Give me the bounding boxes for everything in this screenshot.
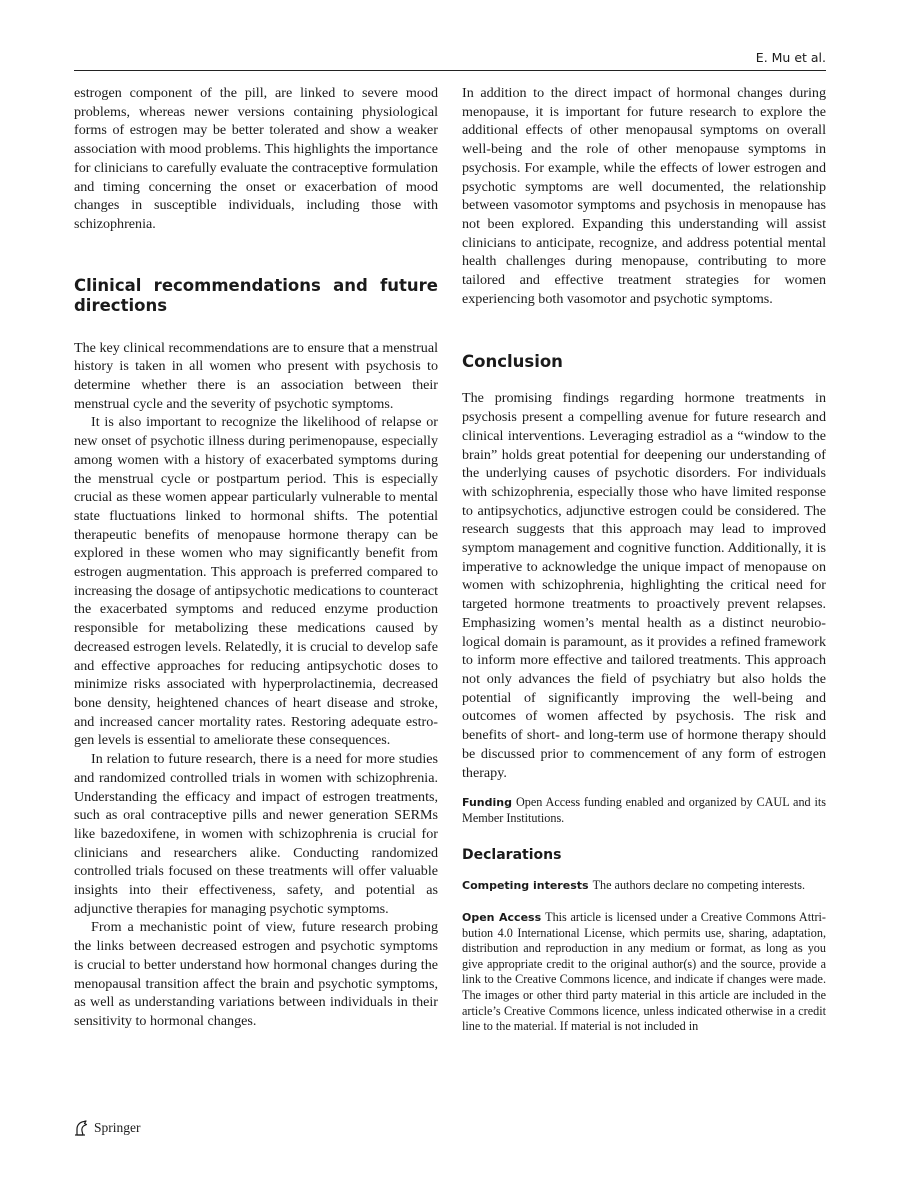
publisher-name: Springer <box>94 1120 141 1135</box>
clinical-paragraph-1: The key clinical recommendations are to ensure that a menstrual history is taken in all women who present with psychosis to determine whether there is an association between their menstrual cycle and the severity of psychotic symptoms. <box>74 339 438 412</box>
competing-interests-note <box>462 878 826 894</box>
left-column <box>74 84 438 1031</box>
right-column <box>462 84 826 1035</box>
running-header-author: E. Mu et al. <box>755 50 826 65</box>
funding-note <box>462 795 826 826</box>
open-access-label: Open Access <box>462 910 542 924</box>
open-access-text: This article is licensed under a Creative Commons Attribution 4.0 International License, which permits use, sharing, adaptation, distribution and reproduction in any medium or format, as long as you give appropriate credit to the original author(s) and the source, provide a link to the Creative Commons licence, and indicate if changes were made. The images or other third party material in this article are included in the article’s Creative Commons licence, unless indicated otherwise in a credit line to the material. If material is not included in <box>462 909 826 1034</box>
clinical-paragraph-4: From a mechanistic point of view, future research probing the links between decreased estrogen and psychotic symptoms is crucial to better understand how hormonal changes during the menopausal transition affect the brain and psychotic symptoms, as well as understanding variations between individuals in their sensitivity to hormonal changes. <box>74 919 438 1029</box>
conclusion-paragraph: The promising findings regarding hormone treatments in psychosis present a compelling avenue for future research and clinical interventions. Leveraging estradiol as a “window to the brain” holds great potential for deepening our understanding of the underlying causes of psychotic disorders. For individuals with schizophrenia, especially those who have limited response to antipsychotics, adjunctive estrogen could be considered. The research suggests that this approach may lead to improved symptom management and cognitive function. Additionally, it is imperative to acknowledge the unique impact of menopause on women with schizophrenia, highlighting the critical need for targeted hormone treatments to proactively prevent relapses. Emphasizing women’s mental health as a distinct neurobiological domain is paramount, as it provides a refined framework to inform more effective and tailored treatments. This approach not only advances the field of psychiatry but also holds the potential of significantly improving the well-being and outcomes of women affected by psychosis. The risk and benefits of short- and long-term use of hormone therapy should be discussed prior to commencement of any form of estrogen therapy. <box>462 390 826 781</box>
section-heading-conclusion: Conclusion <box>462 352 563 372</box>
competing-interests-text: The authors declare no competing interests. <box>592 878 806 893</box>
clinical-paragraph-2: It is also important to recognize the likelihood of relapse or new onset of psychotic illness during perimenopause, especially among women with a history of exacerbated symptoms during the menstrual cycle or postpartum period. This is especially crucial as these women appear particularly vulnerable to mental state fluctuations linked to hormonal shifts. The potential therapeutic benefits of menopause hormone therapy can be explored in these women who may significantly benefit from estrogen augmentation. This approach is preferred compared to increasing the dosage of antipsychotic medications to counteract the exacerbated symptoms and reduced enzyme production responsible for metabolizing these medications caused by decreased estrogen levels. Relatedly, it is crucial to develop safe and effective approaches for reducing antipsychotic doses to minimize risks associated with hyperprolactinemia, decreased bone density, heightened chances of heart disease and stroke, and increased cancer mortality rates. Restoring adequate estrogen levels is essential to ameliorate these consequences. <box>74 414 438 749</box>
springer-horse-icon <box>74 1120 88 1136</box>
open-access-note <box>462 910 826 1035</box>
left-intro-paragraph: estrogen component of the pill, are linked to severe mood problems, whereas newer versions containing physiological forms of estrogen may be better tolerated and show a weaker association with mood problems. This highlights the importance for clinicians to carefully evaluate the contraceptive formulation and timing concerning the onset or exacerbation of mood changes in susceptible individuals, including those with schizophrenia. <box>74 85 438 232</box>
section-heading-clinical-recommendations: Clinical recommendations and future directions <box>74 275 438 315</box>
declarations-heading: Declarations <box>462 847 562 864</box>
page-footer <box>74 1120 141 1136</box>
funding-text: Open Access funding enabled and organized by CAUL and its Member Institutions. <box>462 795 826 825</box>
header-rule <box>74 70 826 71</box>
funding-label: Funding <box>462 796 512 810</box>
competing-interests-label: Competing interests <box>462 879 589 893</box>
right-intro-paragraph: In addition to the direct impact of hormonal changes during menopause, it is important for future research to explore the additional effects of other menopausal symptoms on overall well-being and the role of other menopause symptoms in psychosis. For example, while the effects of lower estrogen and psychotic symptoms are well documented, the relationship between vasomotor symptoms and psychosis in menopause has not been explored. Expanding this understanding will assist clinicians to anticipate, recognize, and address potential mental health challenges during menopause, contributing to more tailored and effective treatment strategies for women experiencing both vasomotor and psychotic symptoms. <box>462 85 826 307</box>
clinical-paragraph-3: In relation to future research, there is a need for more studies and randomized controlled trials in women with schizophrenia. Understanding the efficacy and impact of estrogen treatments, such as oral contraceptive pills and newer generation SERMs like bazedoxifene, in women with schizophrenia is crucial for clinicians and researchers alike. Conducting randomized controlled trials focused on these treatments will offer valuable insights into their effectiveness, safety, and potential as adjunctive therapies for managing psychotic symptoms. <box>74 751 438 917</box>
